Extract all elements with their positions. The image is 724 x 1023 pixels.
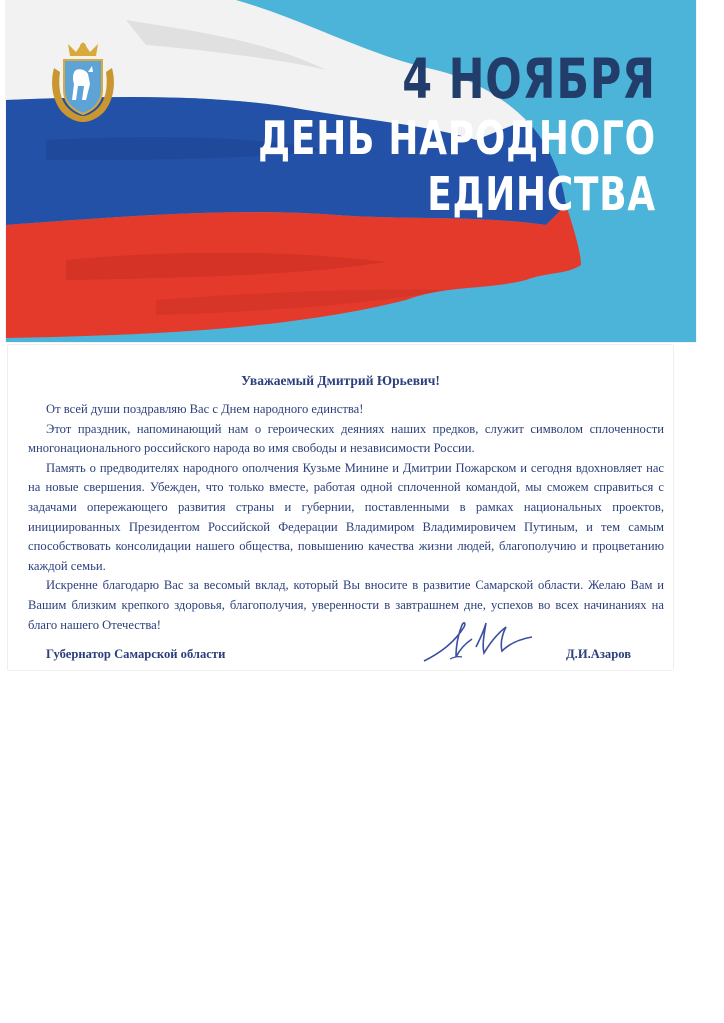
letter-paragraph: Искренне благодарю Вас за весомый вклад, который Вы вносите в развитие Самарской области. Желаю Вам и Вашим близким крепкого здоровья, благополучия, уверенности в завтрашнем дне, успехов во всех начинаниях на благо нашего Отечества! [28,578,664,632]
letter-paragraph: Память о предводителях народного ополчения Кузьме Минине и Дмитрии Пожарском и сегодня вдохновляет нас на новые свершения. Убежден, что только вместе, работая одной сплоченной командой, мы сможем справиться с задачами опережающего развития страны и губернии, поставленными в рамках национальных проектов, инициированных Президентом Российской Федерации Владимиром Владимировичем Путиным, и тем самым способствовать консолидации нашего общества, повышению качества жизни людей, благополучию и процветанию каждой семьи. [28,460,664,573]
signer-name: Д.И.Азаров [566,647,631,661]
letter-greeting: Уважаемый Дмитрий Юрьевич! [241,373,440,388]
greeting-letter [8,345,673,670]
headline-line-2: ЕДИНСТВА [427,167,656,221]
handwritten-signature [420,613,550,667]
headline-line-1: ДЕНЬ НАРОДНОГО [258,111,656,165]
signer-title: Губернатор Самарской области [46,647,226,661]
holiday-headline [258,47,656,221]
letter-paragraph: Этот праздник, напоминающий нам о героических деяниях наших предков, служит символом сплоченности многонационального российского народа во имя свободы и независимости России. [28,421,664,456]
postcard-header [6,0,696,342]
headline-date: 4 НОЯБРЯ [402,47,656,111]
samara-coat-of-arms-icon [46,38,120,124]
letter-body [28,400,664,635]
letter-paragraph: От всей души поздравляю Вас с Днем народного единства! [46,402,364,416]
